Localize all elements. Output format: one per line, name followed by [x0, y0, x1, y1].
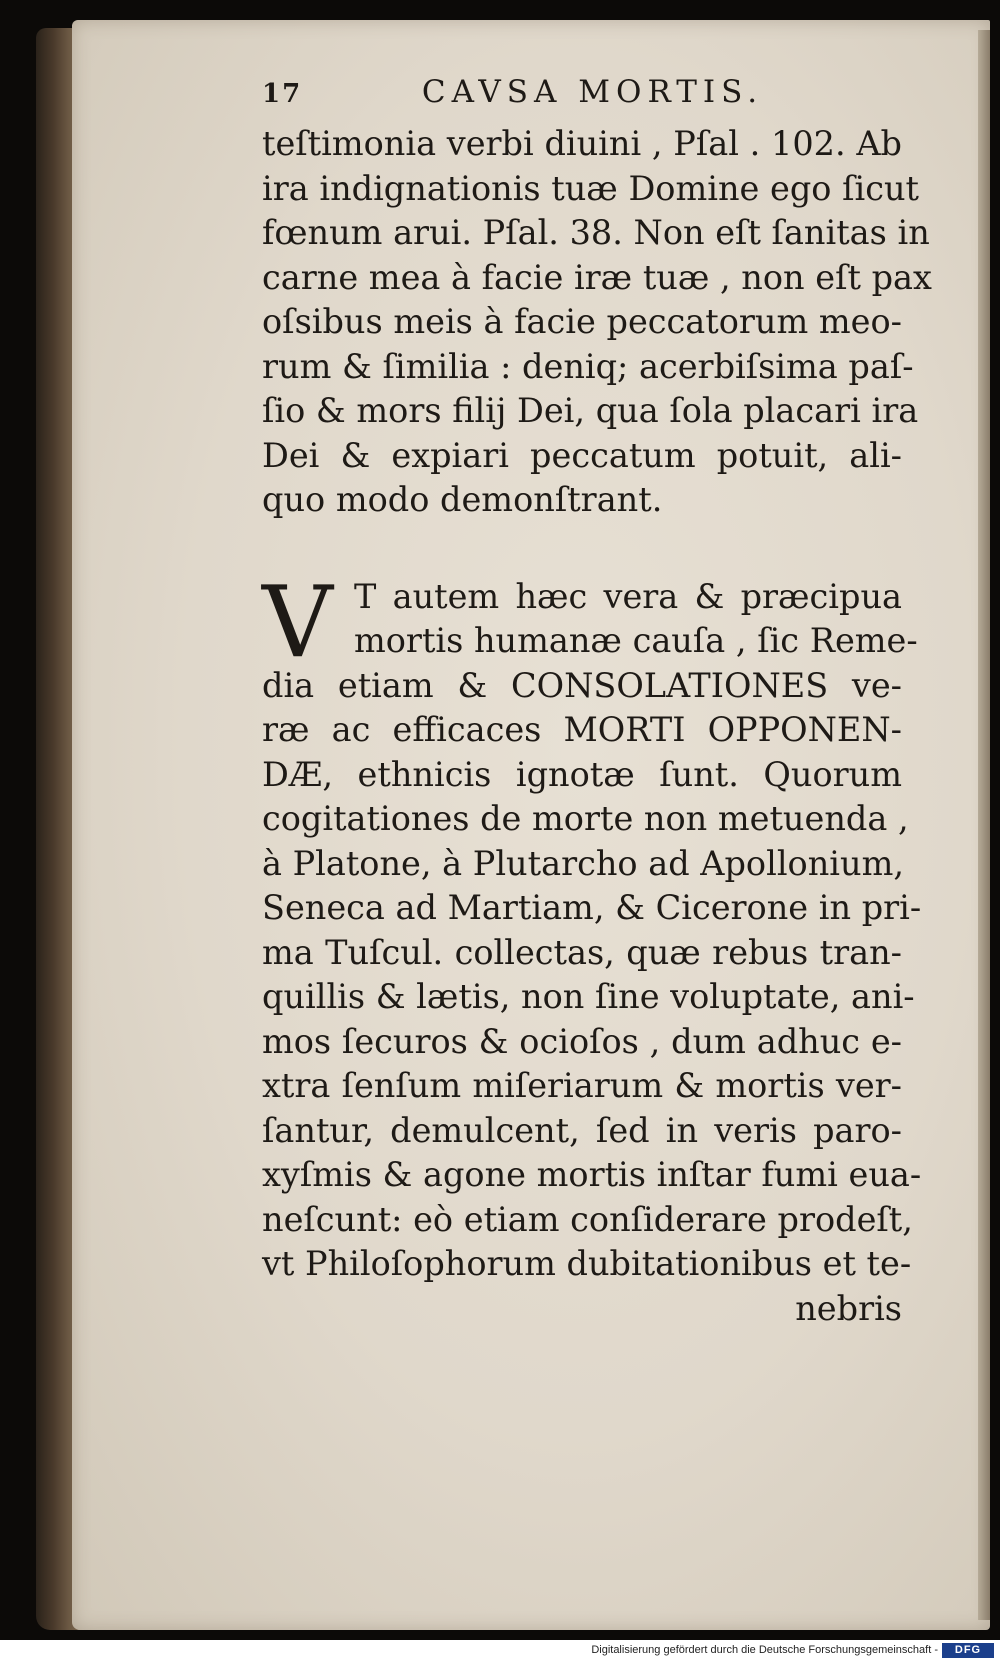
- drop-cap: V: [262, 565, 333, 680]
- text-line: carne mea à facie iræ tuæ , non eſt pax: [262, 257, 932, 297]
- text-line: ſantur, demulcent, ſed in veris paro-: [262, 1110, 902, 1150]
- text-line: teſtimonia verbi diuini , Pſal . 102. Ab: [262, 124, 902, 163]
- dfg-logo: DFG: [942, 1643, 994, 1658]
- catchword: nebris: [795, 1288, 902, 1328]
- text-line: mortis humanæ cauſa , ſic Reme-: [354, 621, 918, 660]
- funding-credit: Digitalisierung gefördert durch die Deutsche Forschungsgemeinschaft -: [591, 1644, 938, 1656]
- text-line: cogitationes de morte non metuenda ,: [262, 799, 909, 838]
- text-line: Dei & expiari peccatum potuit, ali-: [262, 435, 902, 475]
- text-line: quo modo demonſtrant.: [262, 480, 663, 519]
- running-title: CAVSA MORTIS.: [421, 74, 764, 110]
- page-number: 17: [262, 79, 303, 109]
- text-line: ræ ac efficaces MORTI OPPONEN-: [262, 710, 902, 749]
- text-line: mos ſecuros & ocioſos , dum adhuc e-: [262, 1021, 902, 1061]
- text-line: DÆ, ethnicis ignotæ ſunt. Quorum: [262, 754, 902, 794]
- text-line: xyſmis & agone mortis inſtar fumi eua-: [262, 1155, 922, 1194]
- text-line: vt Philoſophorum dubitationibus et te-: [262, 1244, 912, 1283]
- digitization-footer: [0, 1640, 1000, 1661]
- text-line: neſcunt: eò etiam conſiderare prodeſt,: [262, 1199, 913, 1239]
- text-line: quillis & lætis, non ſine voluptate, ani-: [262, 977, 915, 1016]
- text-line: dia etiam & CONSOLATIONES ve-: [262, 665, 902, 705]
- page-text: [262, 74, 932, 1331]
- running-header: [262, 74, 902, 122]
- text-line: ſio & mors filij Dei, qua ſola placari ira: [262, 391, 919, 430]
- text-line: rum & ſimilia : deniq; acerbiſsima paſ-: [262, 346, 914, 386]
- page-gutter-shadow: [978, 30, 990, 1620]
- text-line: Seneca ad Martiam, & Cicerone in pri-: [262, 888, 922, 927]
- text-line: xtra ſenſum miſeriarum & mortis ver-: [262, 1066, 902, 1105]
- text-line: à Platone, à Plutarcho ad Apollonium,: [262, 843, 904, 883]
- paragraph-2: [262, 565, 922, 1332]
- text-line: ira indignationis tuæ Domine ego ſicut: [262, 168, 919, 208]
- text-line: ma Tuſcul. collectas, quæ rebus tran-: [262, 932, 902, 972]
- text-line: fœnum arui. Pſal. 38. Non eſt ſanitas in: [262, 213, 930, 252]
- paragraph-gap: [262, 523, 902, 575]
- paragraph-1: [262, 122, 932, 523]
- text-line: oſsibus meis à facie peccatorum meo-: [262, 302, 902, 341]
- text-line: T autem hæc vera & præcipua: [354, 576, 902, 616]
